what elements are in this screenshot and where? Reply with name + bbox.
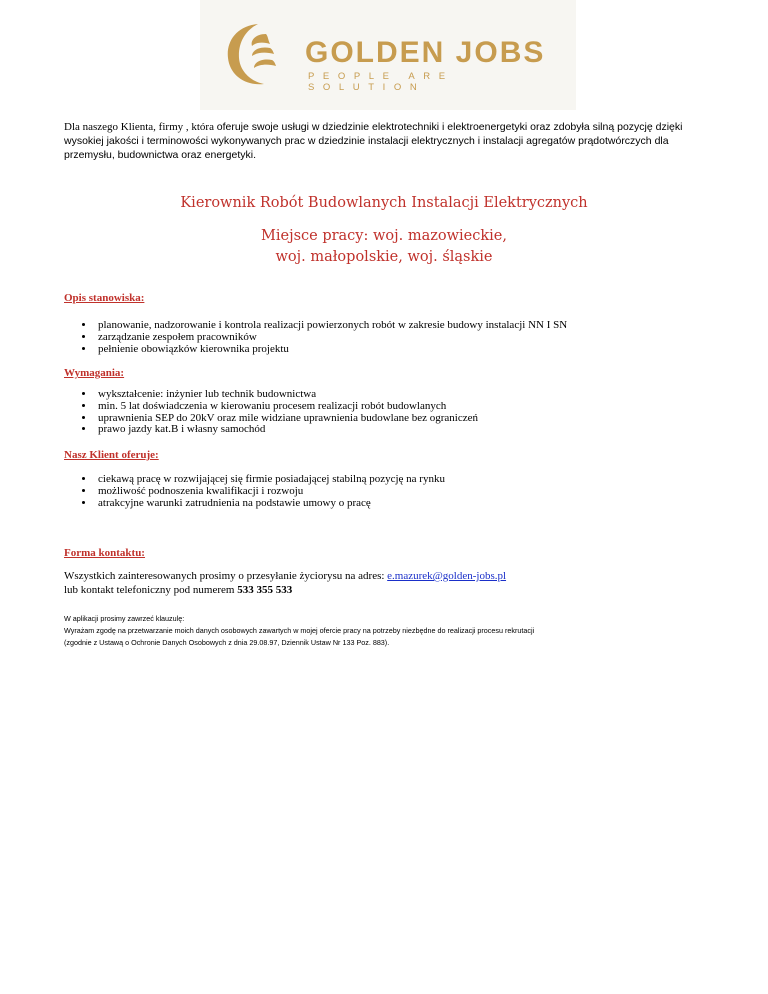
location-line-1: Miejsce pracy: woj. mazowieckie, bbox=[261, 228, 507, 244]
section-heading-kontakt: Forma kontaktu: bbox=[64, 547, 145, 559]
list-item: • uprawnienia SEP do 20kV oraz mile widziane uprawnienia budowlane bez ograniczeń bbox=[95, 413, 478, 425]
list-item: • pełnienie obowiązków kierownika projektu bbox=[95, 344, 567, 356]
section-heading-wymagania: Wymagania: bbox=[64, 367, 125, 379]
logo-tagline: PEOPLE ARE SOLUTION bbox=[308, 71, 454, 93]
section-heading-oferta: Nasz Klient oferuje: bbox=[64, 449, 159, 461]
oferta-list bbox=[79, 474, 445, 509]
contact-line-phone bbox=[64, 583, 506, 597]
list-item: • wykształcenie: inżynier lub technik budownictwa bbox=[95, 389, 478, 401]
list-item: • zarządzanie zespołem pracowników bbox=[95, 332, 567, 344]
clause-line-2: Wyrażam zgodę na przetwarzanie moich danych osobowych zawartych w mojej ofercie pracy na potrzeby niezbędne do realizacji procesu rekrutacji bbox=[64, 626, 535, 635]
list-item: • prawo jazdy kat.B i własny samochód bbox=[95, 424, 478, 436]
section-heading-opis: Opis stanowiska: bbox=[64, 292, 145, 304]
clause-line-3: (zgodnie z Ustawą o Ochronie Danych Osobowych z dnia 29.08.97, Dziennik Ustaw Nr 133 Poz. 883). bbox=[64, 638, 390, 647]
intro-paragraph bbox=[64, 120, 714, 162]
job-location bbox=[0, 226, 768, 268]
logo-brand-name: GOLDEN JOBS bbox=[305, 36, 546, 69]
company-logo bbox=[200, 0, 576, 110]
gdpr-clause bbox=[64, 613, 714, 649]
list-item: • atrakcyjne warunki zatrudnienia na podstawie umowy o pracę bbox=[95, 498, 445, 510]
list-item: • planowanie, nadzorowanie i kontrola realizacji powierzonych robót w zakresie budowy instalacji NN I SN bbox=[95, 320, 567, 332]
wymagania-list bbox=[79, 389, 478, 436]
job-title: Kierownik Robót Budowlanych Instalacji Elektrycznych bbox=[180, 195, 588, 211]
list-item: • możliwość podnoszenia kwalifikacji i rozwoju bbox=[95, 486, 445, 498]
contact-info bbox=[64, 569, 506, 597]
list-item: • min. 5 lat doświadczenia w kierowaniu procesem realizacji robót budowlanych bbox=[95, 401, 478, 413]
intro-text-sans: oferuje swoje usługi w dziedzinie elektrotechniki i elektroenergetyki oraz zdobyła silną pozycję dzięki wysokiej jakości i terminowości wykonywanych prac w dziedzinie instalacji elektrycznych i instalacji agregatów prądotwórczych dla przemysłu, budownictwa oraz energetyki. bbox=[64, 121, 683, 161]
clause-line-1: W aplikacji prosimy zawrzeć klauzulę: bbox=[64, 614, 185, 623]
golden-jobs-logo-icon bbox=[222, 20, 292, 90]
email-link[interactable]: e.mazurek@golden-jobs.pl bbox=[387, 570, 507, 582]
intro-text-serif: Dla naszego Klienta, firmy , która bbox=[64, 121, 217, 133]
opis-list bbox=[79, 320, 567, 355]
location-line-2: woj. małopolskie, woj. śląskie bbox=[275, 249, 493, 265]
contact-text: Wszystkich zainteresowanych prosimy o przesyłanie życiorysu na adres: bbox=[64, 570, 388, 582]
list-item: • ciekawą pracę w rozwijającej się firmie posiadającej stabilną pozycję na rynku bbox=[95, 474, 445, 486]
contact-line-email bbox=[64, 569, 506, 583]
contact-text: lub kontakt telefoniczny pod numerem bbox=[64, 584, 238, 596]
phone-number: 533 355 533 bbox=[237, 584, 293, 596]
